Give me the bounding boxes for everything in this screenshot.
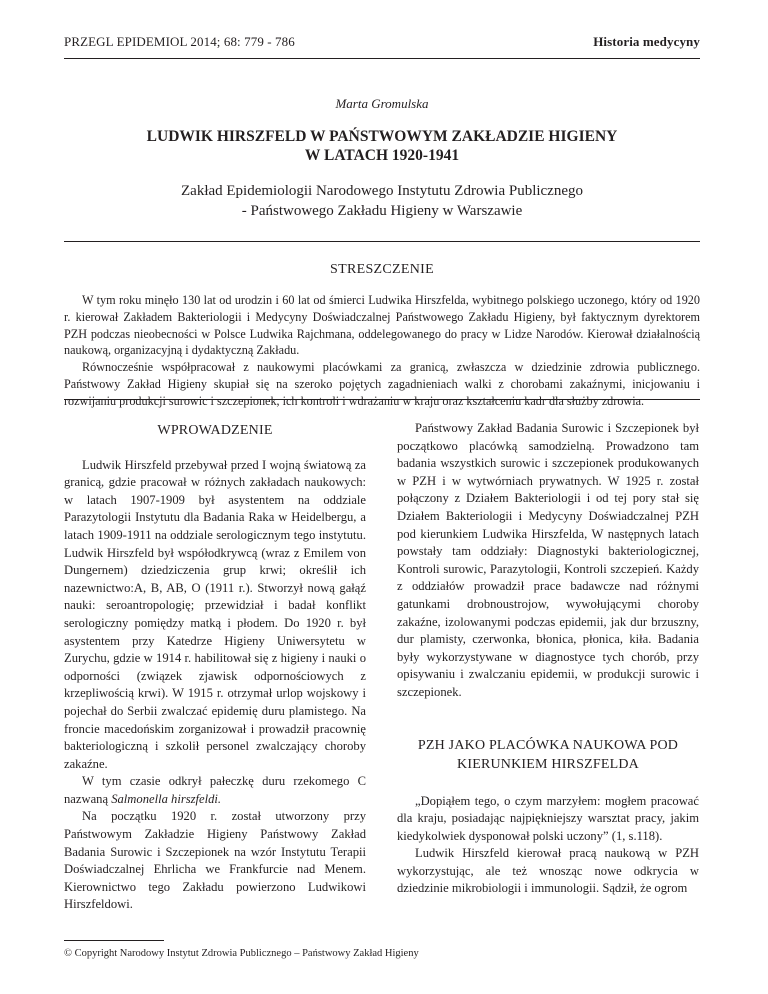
section-heading-pzh (397, 736, 699, 774)
running-head (64, 34, 700, 54)
title-line-2: W LATACH 1920-1941 (304, 147, 460, 164)
body-paragraph: Na początku 1920 r. został utworzony przy Państwowym Zakładzie Higieny Państwowy Zakład Badania Surowic i Szczepionek na wzór Instytutu Terapii Doświadczalnej Ehrlicha we Frankfurcie nad Menem. Kierownictwo tego Zakładu powierzono Ludwikowi Hirszfeldowi. (64, 809, 366, 912)
header-rule (64, 58, 700, 59)
title-line-1: LUDWIK HIRSZFELD W PAŃSTWOWYM ZAKŁADZIE HIGIENY (146, 128, 618, 145)
heading-line-1: PZH JAKO PLACÓWKA NAUKOWA POD (417, 737, 679, 753)
affiliation-line-1: Zakład Epidemiologii Narodowego Instytutu Zdrowia Publicznego (181, 183, 583, 199)
article-title (64, 127, 700, 165)
quote-paragraph: „Dopiąłem tego, o czym marzyłem: mogłem pracować dla kraju, posiadając najpiękniejszy warsztat pracy, jakim kiedykolwiek dysponował polski uczony” (1, s.118). (397, 793, 699, 843)
abstract-paragraph: Równocześnie współpracował z naukowymi placówkami za granicą, zwłaszcza w dziedzinie zdrowia publicznego. Państwowy Zakład Higieny skupiał się na szeroko pojętych zagadnieniach walki z chorobami zakaźnymi, inicjowaniu i rozwijaniu produkcji surowic i szczepionek, ich kontroli i wdrażaniu w kraju oraz kształceniu kadr dla służby zdrowia. (64, 360, 700, 408)
journal-citation: PRZEGL EPIDEMIOL 2014; 68: 779 - 786 (64, 34, 295, 49)
abstract-heading: STRESZCZENIE (330, 262, 434, 277)
footnote-rule (64, 940, 164, 941)
species-name: Salmonella hirszfeldi. (111, 791, 222, 806)
right-column (397, 412, 699, 898)
abstract-body (64, 292, 700, 410)
abstract-paragraph: W tym roku minęło 130 lat od urodzin i 60 lat od śmierci Ludwika Hirszfelda, wybitnego polskiego uczonego, który od 1920 r. kierował Zakładem Bakteriologii i Medycyny Doświadczalnej Państwowego Zakładu Higieny, był faktycznym dyrektorem PZH podczas nieobecności w Polsce Ludwika Rajchmana, oddelegowanego do pracy w Lidze Narodów. Kierował działalnością naukową, organizacyjną i dydaktyczną Zakładu. (64, 293, 700, 358)
body-paragraph: Ludwik Hirszfeld przebywał przed I wojną światową za granicą, gdzie pracował w różnych zakładach naukowych: w latach 1907-1909 był asystentem na oddziale Parazytologii Instytutu dla Badania Raka w Heidelbergu, a latach 1909-1911 na oddziale serologicznym tego instytutu. Ludwik Hirszfeld był współodkrywcą (wraz z Emilem von Dungernem) dziedziczenia grup krwi; określił ich nazewnictwo:A, B, AB, O (1911 r.). Stworzył nową gałąź nauki: seroantropologię; przewidział i badał konflikt serologiczny pomiędzy matką i płodem. Do 1920 r. był asystentem przy Katedrze Higieny Uniwersytetu w Zurychu, gdzie w 1914 r. habilitował się z higieny i nauki o odporności (związek zjawisk odpornościowych z krzepliwością krwi). W 1915 r. otrzymał urlop wojskowy i pojechał do Serbii zwalczać epidemię duru plamistego. Na froncie macedońskim zorganizował i prowadził pracownię bakteriologiczną i szkolił personel zwalczający choroby zakaźne. (64, 457, 366, 771)
left-column (64, 412, 366, 914)
affiliation (64, 181, 700, 221)
abstract-bottom-rule (64, 399, 700, 400)
heading-line-2: KIERUNKIEM HIRSZFELDA (457, 756, 639, 772)
body-paragraph (64, 773, 366, 808)
abstract-top-rule (64, 241, 700, 242)
author-name: Marta Gromulska (335, 96, 429, 111)
body-paragraph: Państwowy Zakład Badania Surowic i Szczepionek był początkowo placówką samodzielną. Prowadzono tam badania wszystkich surowic i szczepionek produkowanych w PZH i w wytwórniach prywatnych. W 1925 r. został połączony z Działem Bakteriologii i od tej pory stał się Działem Bakteriologii i Medycyny Doświadczalnej PZH pod kierunkiem Ludwika Hirszfelda, W następnych latach powstały tam oddziały: Diagnostyki bakteriologicznej, Kontroli surowic, Parazytologii, Kontroli szczepień. Każdy z oddziałów prowadził prace badawcze nad różnymi gatunkami drobnoustrojow, wywołującymi choroby zakaźne, izolowanymi podczas epidemii, jak dur brzuszny, dur plamisty, czerwonka, błonica, płonica, kiła. Badania były wykorzystywane w diagnostyce tych chorób, przy opisywaniu i zwalczaniu epidemii, w produkcji surowic i szczepionek. (397, 421, 699, 699)
paragraph-text: W tym czasie odkrył pałeczkę duru rzekomego C nazwaną (64, 774, 366, 806)
affiliation-line-2: - Państwowego Zakładu Higieny w Warszawie (241, 203, 523, 219)
section-label: Historia medycyny (593, 34, 700, 49)
body-paragraph: Ludwik Hirszfeld kierował pracą naukową w PZH wykorzystując, ale też wnosząc nowe odkrycia w dziedzinie mikrobiologii i immunologii. Sądził, że ogrom (397, 846, 699, 896)
section-heading-introduction: WPROWADZENIE (157, 423, 273, 438)
copyright-notice: © Copyright Narodowy Instytut Zdrowia Publicznego – Państwowy Zakład Higieny (64, 948, 419, 959)
